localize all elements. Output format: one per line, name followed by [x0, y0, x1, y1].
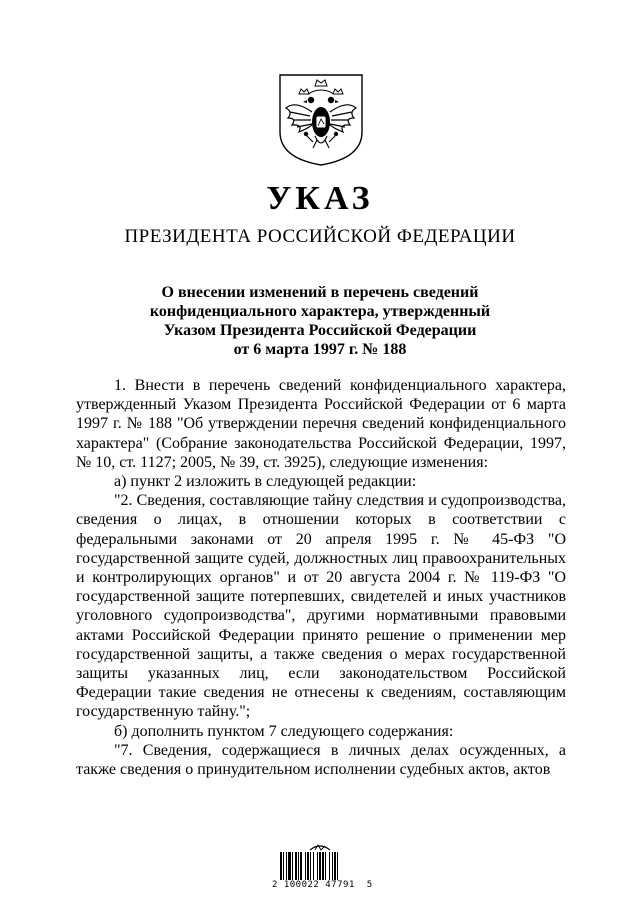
decree-subtitle: ПРЕЗИДЕНТА РОССИЙСКОЙ ФЕДЕРАЦИИ: [124, 226, 516, 247]
paragraph-subclause-b: б) дополнить пунктом 7 следующего содержания:: [114, 722, 454, 740]
coat-of-arms-emblem: [277, 72, 365, 167]
barcode-bars: [280, 852, 360, 880]
paragraph-clause-1: 1. Внести в перечень сведений конфиденциального характера, утвержденный Указом Президента Российской Федерации от 6 марта 1997 г. № 188 "Об утверждении перечня сведений конфиденциального характера" (Собрание законодательства Российской Федерации, 1997, № 10, ст. 1127; 2005, № 39, ст. 3925), следующие изменения:: [76, 377, 566, 471]
heading-line: от 6 марта 1997 г. № 188: [233, 341, 407, 358]
document-body: [76, 376, 566, 779]
barcode-mark-icon: [306, 842, 334, 852]
barcode-number: 2 100022 47791 5: [272, 880, 373, 890]
document-heading: [0, 283, 640, 359]
heading-line: Указом Президента Российской Федерации: [163, 322, 477, 339]
decree-title: УКАЗ: [266, 180, 374, 217]
paragraph-item-2: "2. Сведения, составляющие тайну следствия и судопроизводства, сведения о лицах, в отношении которых в соответствии с федеральными законами от 20 апреля 1995 г. № 45-ФЗ "О государственной защите судей, должностных лиц правоохранительных и контролирующих органов" и от 20 августа 2004 г. № 119-ФЗ "О государственной защите потерпевших, свидетелей и иных участников уголовного судопроизводства", другими нормативными правовыми актами Российской Федерации принято решение о применении мер государственной защиты, а также сведения о мерах государственной защиты указанных лиц, если законодательством Российской Федерации такие сведения не отнесены к сведениям, составляющим государственную тайну.";: [76, 492, 566, 721]
paragraph-item-7: "7. Сведения, содержащиеся в личных делах осужденных, а также сведения о принудительном исполнении судебных актов, актов: [76, 741, 566, 779]
paragraph-subclause-a: а) пункт 2 изложить в следующей редакции:: [114, 473, 417, 491]
heading-line: О внесении изменений в перечень сведений: [161, 284, 479, 301]
barcode: [272, 842, 373, 892]
heading-line: конфиденциального характера, утвержденный: [149, 303, 491, 320]
